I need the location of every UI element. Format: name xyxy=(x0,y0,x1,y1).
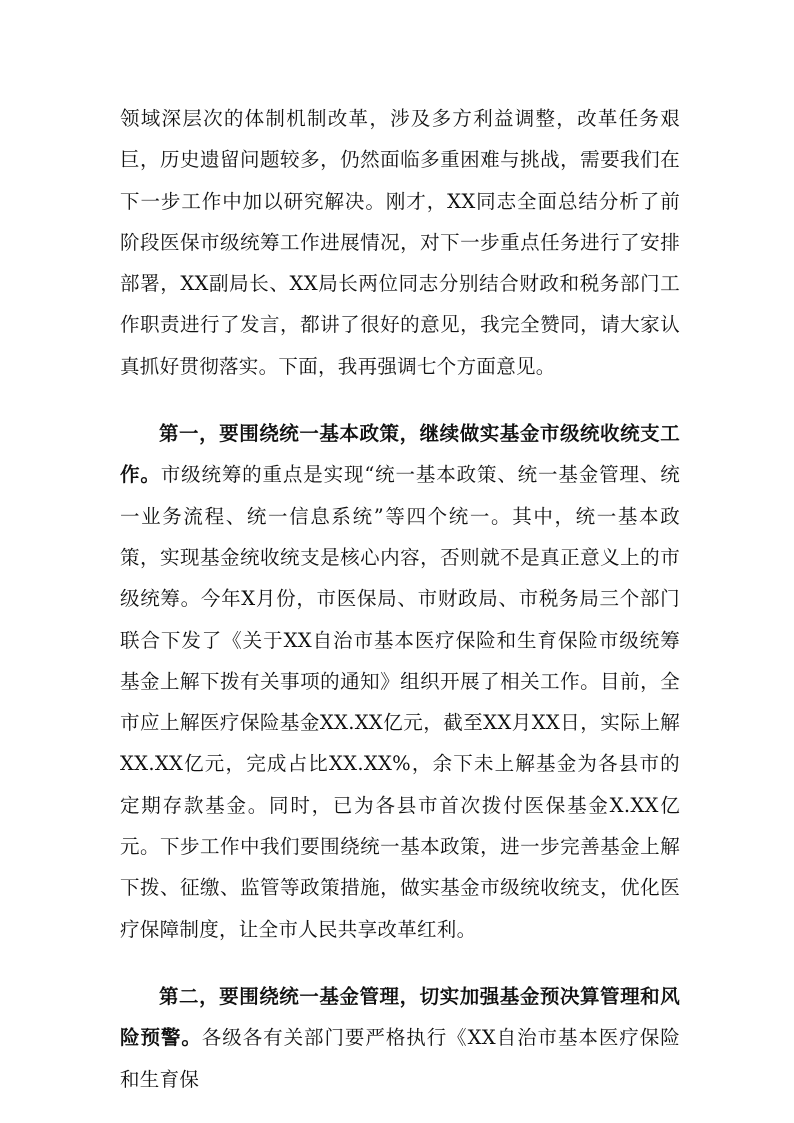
section-2-body: 各级各有关部门要严格执行《XX自治市基本医疗保险和生育保 xyxy=(120,1026,681,1091)
paragraph-gap xyxy=(120,387,680,413)
section-2-heading: 第二，要围绕统一基金管理，切实加强基金预决算管理和风险预警。 xyxy=(120,984,680,1050)
section-1-body: 市级统筹的重点是实现“统一基本政策、统一基金管理、统一业务流程、统一信息系统”等四个统一。其中，统一基本政策，实现基金统收统支是核心内容，否则就不是真正意义上的市级统筹。今年X月份，市医保局、市财政局、市税务局三个部门联合下发了《关于XX自治市基本医疗保险和生育保险市级统筹基金上解下拨有关事项的通知》组织开展了相关工作。目前，全市应上解医疗保险基金XX.XX亿元，截至XX月XX日，实际上解XX.XX亿元，完成占比XX.XX%，余下未上解基金为各县市的定期存款基金。同时，已为各县市首次拨付医保基金X.XX亿元。下步工作中我们要围绕统一基本政策，进一步完善基金上解下拨、征缴、监管等政策措施，做实基金市级统收统支，优化医疗保障制度，让全市人民共享改革红利。 xyxy=(120,463,680,941)
paragraph-gap xyxy=(120,950,680,976)
paragraph-intro: 领域深层次的体制机制改革，涉及多方利益调整，改革任务艰巨，历史遗留问题较多，仍然面临多重困难与挑战，需要我们在下一步工作中加以研究解决。刚才，XX同志全面总结分析了前阶段医保市级统筹工作进展情况，对下一步重点任务进行了安排部署，XX副局长、XX局长两位同志分别结合财政和税务部门工作职责进行了发言，都讲了很好的意见，我完全赞同，请大家认真抓好贯彻落实。下面，我再强调七个方面意见。 xyxy=(120,107,680,378)
section-2-paragraph xyxy=(120,976,680,1100)
section-1-paragraph xyxy=(120,413,680,950)
section-1-heading: 第一，要围绕统一基本政策，继续做实基金市级统收统支工作。 xyxy=(120,422,680,487)
document-page xyxy=(120,98,680,1100)
